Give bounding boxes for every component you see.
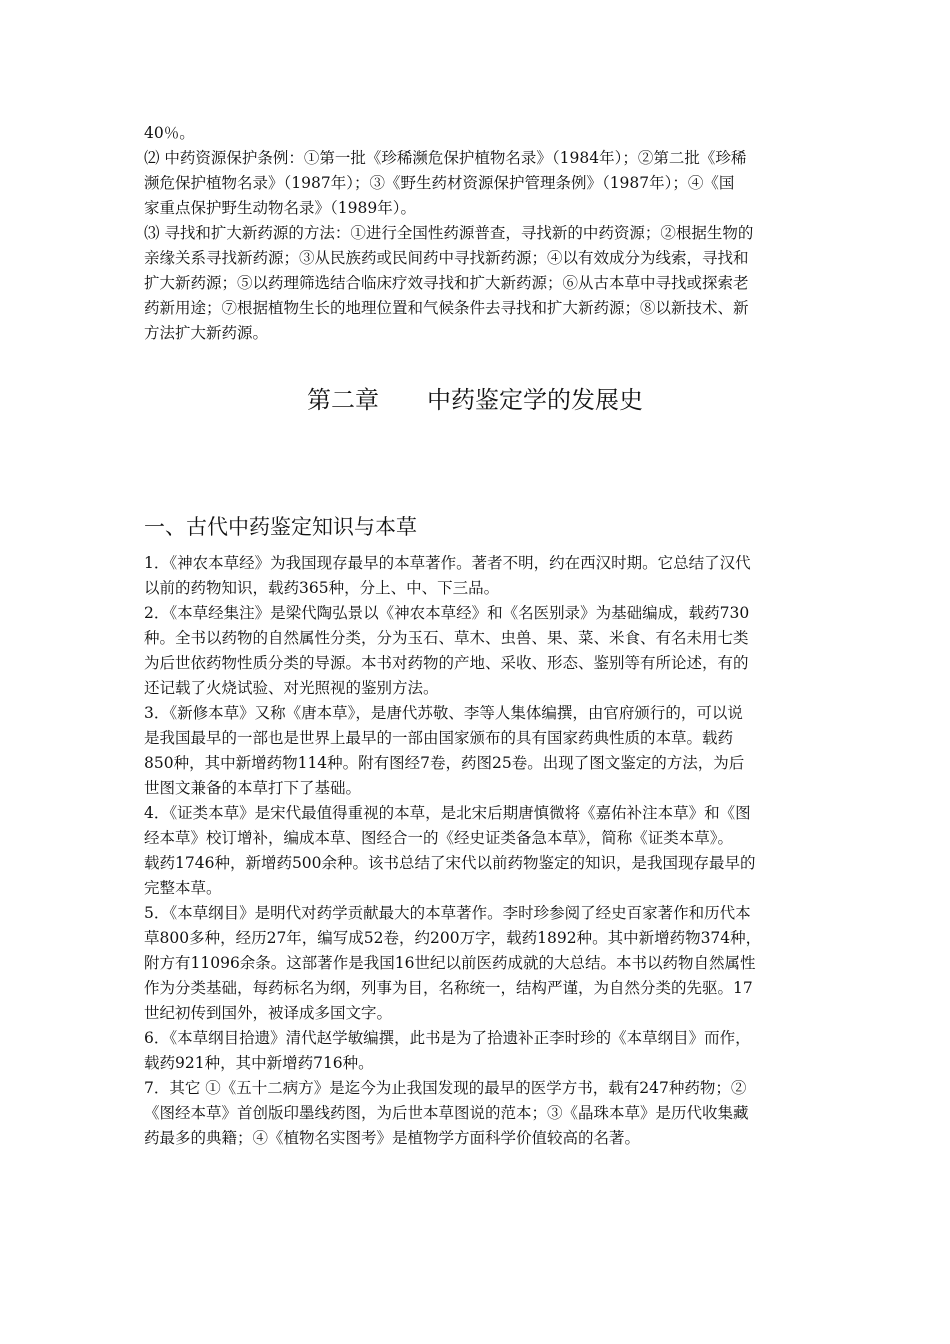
- text-line: 附方有11096余条。这部著作是我国16世纪以前医药成就的大总结。本书以药物自然属性: [144, 954, 756, 972]
- text-line: 种。全书以药物的自然属性分类，分为玉石、草木、虫兽、果、菜、米食、有名未用七类: [144, 629, 749, 647]
- text-line: 4．《证类本草》是宋代最值得重视的本草，是北宋后期唐慎微将《嘉佑补注本草》和《图: [144, 804, 751, 822]
- text-line: 3．《新修本草》又称《唐本草》，是唐代苏敬、李等人集体编撰，由官府颁行的，可以说: [144, 704, 743, 722]
- text-line: 载药921种，其中新增药716种。: [144, 1054, 374, 1072]
- text-line: 载药1746种，新增药500余种。该书总结了宋代以前药物鉴定的知识，是我国现存最早的: [144, 854, 756, 872]
- section-heading: 一、古代中药鉴定知识与本草: [144, 515, 417, 539]
- text-line: 是我国最早的一部也是世界上最早的一部由国家颁布的具有国家药典性质的本草。载药: [144, 729, 734, 747]
- text-line: 经本草》校订增补，编成本草、图经合一的《经史证类备急本草》，简称《证类本草》。: [144, 829, 734, 847]
- text-line: 还记载了火烧试验、对光照视的鉴别方法。: [144, 679, 439, 697]
- text-line: 作为分类基础，每药标名为纲，列事为目，名称统一，结构严谨，为自然分类的先驱。17: [144, 979, 753, 997]
- text-line: 850种，其中新增药物114种。附有图经7卷，药图25卷。出现了图文鉴定的方法，为后: [144, 754, 745, 772]
- text-line: 药新用途；⑦根据植物生长的地理位置和气候条件去寻找和扩大新药源；⑧以新技术、新: [144, 299, 749, 317]
- text-line: 世纪初传到国外，被译成多国文字。: [144, 1004, 393, 1022]
- text-line: 亲缘关系寻找新药源；③从民族药或民间药中寻找新药源；④以有效成分为线索，寻找和: [144, 249, 749, 267]
- text-line: 为后世依药物性质分类的导源。本书对药物的产地、采收、形态、鉴别等有所论述，有的: [144, 654, 749, 672]
- text-line: 濒危保护植物名录》（1987年）；③《野生药材资源保护管理条例》（1987年）；④《国: [144, 174, 735, 192]
- text-line: 药最多的典籍；④《植物名实图考》是植物学方面科学价值较高的名著。: [144, 1129, 641, 1147]
- previous-section-text: [144, 121, 812, 346]
- text-line: 家重点保护野生动物名录》（1989年）。: [144, 199, 416, 217]
- chapter-title: 第二章 中药鉴定学的发展史: [307, 386, 643, 414]
- text-line: 完整本草。: [144, 879, 222, 897]
- text-line: 1．《神农本草经》为我国现存最早的本草著作。著者不明，约在西汉时期。它总结了汉代: [144, 554, 751, 572]
- text-line: 草800多种，经历27年，编写成52卷，约200万字，载药1892种。其中新增药物374种，: [144, 929, 762, 947]
- text-line: 《图经本草》首创版印墨线药图，为后世本草图说的范本；③《晶珠本草》是历代收集藏: [144, 1104, 749, 1122]
- text-line: 6．《本草纲目拾遗》清代赵学敏编撰，此书是为了拾遗补正李时珍的《本草纲目》而作，: [144, 1029, 751, 1047]
- text-line: 方法扩大新药源。: [144, 324, 269, 342]
- text-line: 40％。: [144, 124, 195, 142]
- text-line: 5．《本草纲目》是明代对药学贡献最大的本草著作。李时珍参阅了经史百家著作和历代本: [144, 904, 751, 922]
- text-line: 世图文兼备的本草打下了基础。: [144, 779, 362, 797]
- section-body-text: [144, 551, 812, 1151]
- text-line: 以前的药物知识，载药365种，分上、中、下三品。: [144, 579, 500, 597]
- text-line: 7．其它 ①《五十二病方》是迄今为止我国发现的最早的医学方书，载有247种药物；②: [144, 1079, 747, 1097]
- text-line: 2．《本草经集注》是梁代陶弘景以《神农本草经》和《名医别录》为基础编成，载药730: [144, 604, 750, 622]
- text-line: 扩大新药源；⑤以药理筛选结合临床疗效寻找和扩大新药源；⑥从古本草中寻找或探索老: [144, 274, 749, 292]
- text-line: ⑶ 寻找和扩大新药源的方法：①进行全国性药源普查，寻找新的中药资源；②根据生物的: [144, 224, 754, 242]
- text-line: ⑵ 中药资源保护条例：①第一批《珍稀濒危保护植物名录》（1984年）；②第二批《珍稀: [144, 149, 747, 167]
